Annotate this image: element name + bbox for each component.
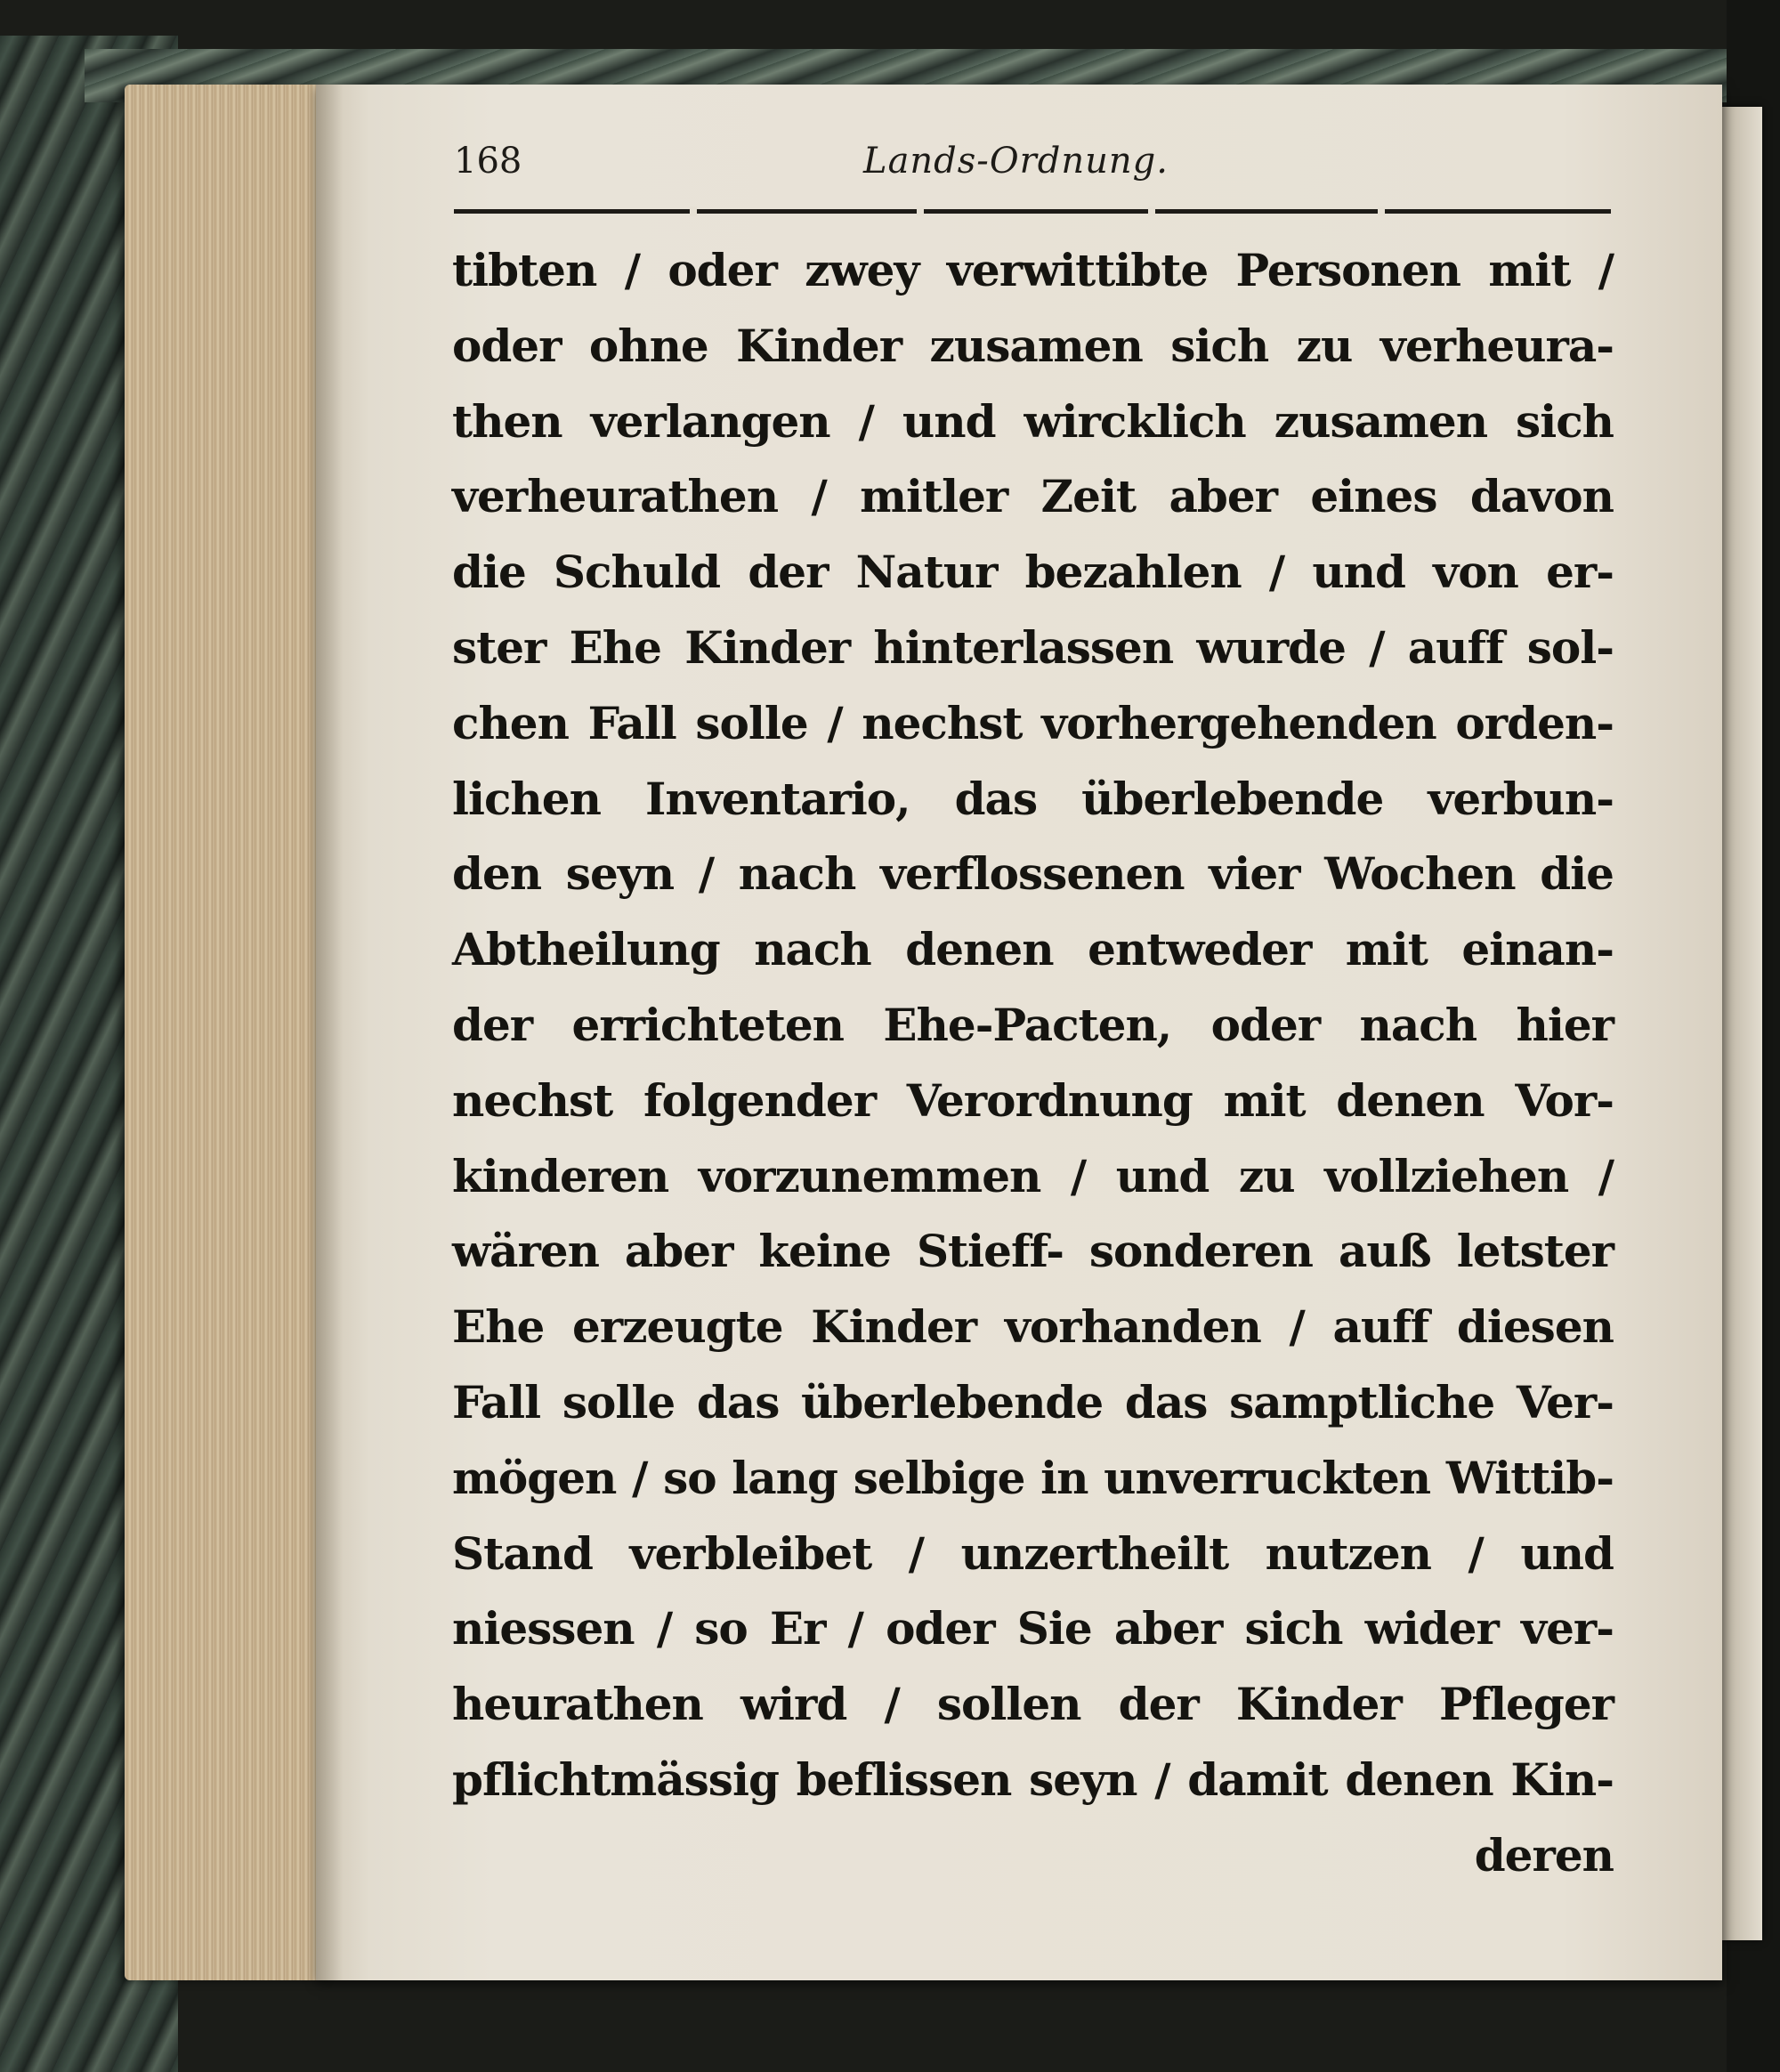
text-line: mögen / so lang selbige in unverruckten Wittib- bbox=[452, 1451, 1614, 1504]
text-line: lichen Inventario, das überlebende verbun- bbox=[452, 772, 1614, 825]
rule-gap bbox=[690, 206, 697, 216]
text-line: then verlangen / und wircklich zusamen sich bbox=[452, 394, 1614, 448]
text-line: oder ohne Kinder zusamen sich zu verheura- bbox=[452, 319, 1614, 372]
text-line: kinderen vorzunemmen / und zu vollziehen / bbox=[452, 1149, 1614, 1202]
text-line: pflichtmässig beflissen seyn / damit denen Kin- bbox=[452, 1752, 1614, 1806]
header-rule bbox=[454, 209, 1611, 214]
page-block-edge bbox=[125, 85, 329, 1980]
page-header bbox=[454, 141, 1611, 194]
facing-page bbox=[1716, 107, 1762, 1940]
text-line: Abtheilung nach denen entweder mit einan- bbox=[452, 923, 1614, 976]
text-line: Fall solle das überlebende das samptliche Ver- bbox=[452, 1375, 1614, 1429]
rule-gap bbox=[1148, 206, 1155, 216]
body-text bbox=[452, 233, 1614, 1894]
rule-gap bbox=[1378, 206, 1385, 216]
text-line: chen Fall solle / nechst vorhergehenden orden- bbox=[452, 696, 1614, 749]
page-gutter-shadow bbox=[316, 85, 343, 1980]
text-line: Stand verbleibet / unzertheilt nutzen / und bbox=[452, 1526, 1614, 1580]
text-line: tibten / oder zwey verwittibte Personen mit / bbox=[452, 244, 1614, 296]
catchword: deren bbox=[1474, 1828, 1614, 1882]
rule-gap bbox=[917, 206, 924, 216]
text-line: heurathen wird / sollen der Kinder Pfleger bbox=[452, 1678, 1614, 1731]
text-line: niessen / so Er / oder Sie aber sich wider ver- bbox=[452, 1602, 1614, 1655]
text-line: ster Ehe Kinder hinterlassen wurde / auff sol- bbox=[452, 620, 1614, 674]
text-line: der errichteten Ehe-Pacten, oder nach hier bbox=[452, 998, 1614, 1051]
text-line: verheurathen / mitler Zeit aber eines davon bbox=[452, 470, 1614, 523]
text-line: den seyn / nach verflossenen vier Wochen die bbox=[452, 847, 1614, 901]
text-line: nechst folgender Verordnung mit denen Vor- bbox=[452, 1073, 1614, 1127]
text-line: wären aber keine Stieff- sonderen auß letster bbox=[452, 1225, 1614, 1278]
text-line: die Schuld der Natur bezahlen / und von er- bbox=[452, 546, 1614, 599]
page-number: 168 bbox=[454, 141, 522, 182]
text-line: Ehe erzeugte Kinder vorhanden / auff diesen bbox=[452, 1300, 1614, 1354]
running-title: Lands-Ordnung. bbox=[863, 141, 1169, 182]
